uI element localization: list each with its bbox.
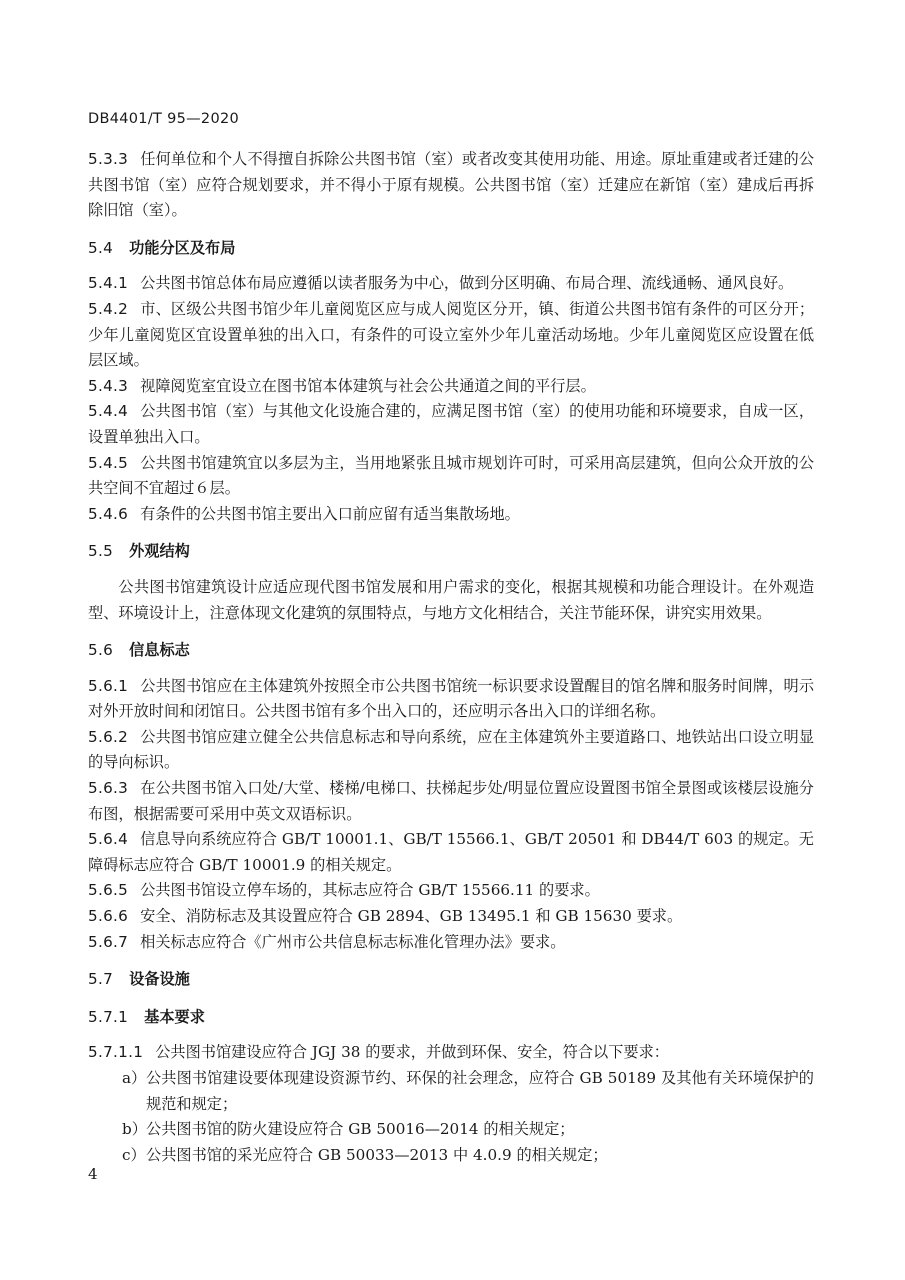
clause-number: 5.4.2: [88, 299, 129, 318]
clause-5-6-4: [88, 827, 814, 878]
section-number: 5.7: [88, 970, 114, 989]
document-body: [88, 147, 814, 1168]
section-title: 信息标志: [129, 641, 190, 660]
clause-number: 5.4.3: [88, 376, 129, 395]
section-title: 功能分区及布局: [129, 238, 236, 257]
clause-number: 5.6.6: [88, 907, 129, 926]
clause-number: 5.7.1.1: [88, 1043, 144, 1062]
clause-5-6-3: [88, 776, 814, 827]
clause-number: 5.6.7: [88, 932, 129, 951]
clause-text: 公共图书馆总体布局应遵循以读者服务为中心，做到分区明确、布局合理、流线通畅、通风良好。: [140, 274, 794, 293]
list-marker: a）: [122, 1069, 147, 1087]
clause-5-3-3: [88, 147, 814, 224]
list-item-c: [88, 1143, 814, 1169]
clause-text: 有条件的公共图书馆主要出入口前应留有适当集散场地。: [140, 504, 520, 523]
clause-5-6-5: [88, 878, 814, 904]
clause-text: 公共图书馆应在主体建筑外按照全市公共图书馆统一标识要求设置醒目的馆名牌和服务时间牌，明示对外开放时间和闭馆日。公共图书馆有多个出入口的，还应明示各出入口的详细名称。: [88, 676, 814, 721]
clause-5-4-4: [88, 399, 814, 450]
clause-5-6-1: [88, 674, 814, 725]
clause-number: 5.6.5: [88, 881, 129, 900]
section-heading-5-7: [88, 967, 814, 993]
clause-5-4-6: [88, 502, 814, 528]
document-code-header: DB4401/T 95—2020: [88, 111, 240, 127]
clause-number: 5.6.1: [88, 676, 129, 695]
clause-text: 公共图书馆（室）与其他文化设施合建的，应满足图书馆（室）的使用功能和环境要求，自成一区，设置单独出入口。: [88, 402, 814, 446]
section-heading-5-7-1: [88, 1005, 814, 1031]
clause-5-4-3: [88, 374, 814, 400]
section-number: 5.7.1: [88, 1007, 129, 1026]
clause-5-4-2: [88, 297, 814, 374]
clause-5-7-1-1: [88, 1040, 814, 1066]
list-item-a: [88, 1066, 814, 1117]
section-title: 设备设施: [129, 970, 190, 989]
clause-text: 公共图书馆建筑宜以多层为主，当用地紧张且城市规划许可时，可采用高层建筑，但向公众开放的公共空间不宜超过６层。: [88, 453, 814, 498]
section-title: 外观结构: [129, 542, 190, 561]
clause-number: 5.3.3: [88, 150, 129, 168]
clause-5-4-1: [88, 271, 814, 297]
section-number: 5.5: [88, 542, 114, 561]
clause-text: 视障阅览室宜设立在图书馆本体建筑与社会公共通道之间的平行层。: [140, 376, 596, 395]
clause-number: 5.6.4: [88, 830, 129, 849]
clause-5-6-2: [88, 725, 814, 776]
clause-text: 信息导向系统应符合 GB/T 10001.1、GB/T 15566.1、GB/T 20501 和 DB44/T 603 的规定。无障碍标志应符合 GB/T 10001.9 的相关规定。: [88, 830, 814, 874]
clause-text: 公共图书馆设立停车场的，其标志应符合 GB/T 15566.11 的要求。: [140, 881, 600, 900]
page-number: 4: [88, 1165, 98, 1183]
section-number: 5.6: [88, 641, 114, 660]
clause-text: 公共图书馆建设应符合 JGJ 38 的要求，并做到环保、安全，符合以下要求：: [155, 1043, 669, 1062]
clause-number: 5.6.2: [88, 727, 129, 746]
list-item-text: 公共图书馆的采光应符合 GB 50033—2013 中 4.0.9 的相关规定；: [146, 1145, 608, 1164]
clause-number: 5.4.1: [88, 274, 129, 293]
list-item-b: [88, 1117, 814, 1143]
clause-text: 任何单位和个人不得擅自拆除公共图书馆（室）或者改变其使用功能、用途。原址重建或者迁建的公共图书馆（室）应符合规划要求，并不得小于原有规模。公共图书馆（室）迁建应在新馆（室）建成后再拆除旧馆（室）。: [88, 150, 814, 220]
section-heading-5-6: [88, 638, 814, 664]
clause-text: 公共图书馆应建立健全公共信息标志和导向系统，应在主体建筑外主要道路口、地铁站出口设立明显的导向标识。: [88, 727, 814, 772]
list-marker: c）: [122, 1145, 146, 1164]
section-heading-5-4: [88, 236, 814, 262]
clause-number: 5.4.4: [88, 402, 129, 421]
clause-number: 5.4.5: [88, 453, 129, 472]
clause-5-4-5: [88, 451, 814, 502]
clause-text: 市、区级公共图书馆少年儿童阅览区应与成人阅览区分开，镇、街道公共图书馆有条件的可区分开；少年儿童阅览区宜设置单独的出入口，有条件的可设立室外少年儿童活动场地。少年儿童阅览区应设置在低层区域。: [88, 299, 814, 370]
list-marker: b）: [122, 1120, 147, 1139]
clause-text: 相关标志应符合《广州市公共信息标志标准化管理办法》要求。: [140, 932, 566, 951]
clause-number: 5.4.6: [88, 504, 129, 523]
clause-text: 安全、消防标志及其设置应符合 GB 2894、GB 13495.1 和 GB 15630 要求。: [140, 907, 683, 926]
paragraph-5-5: 公共图书馆建筑设计应适应现代图书馆发展和用户需求的变化，根据其规模和功能合理设计。在外观造型、环境设计上，注意体现文化建筑的氛围特点，与地方文化相结合，关注节能环保，讲究实用效果。: [88, 577, 814, 622]
clause-5-6-7: [88, 930, 814, 956]
clause-5-6-6: [88, 904, 814, 930]
section-number: 5.4: [88, 238, 114, 257]
list-item-text: 公共图书馆的防火建设应符合 GB 50016—2014 的相关规定；: [146, 1120, 575, 1139]
list-item-text: 公共图书馆建设要体现建设资源节约、环保的社会理念，应符合 GB 50189 及其他有关环境保护的规范和规定；: [146, 1069, 814, 1113]
section-heading-5-5: [88, 539, 814, 565]
clause-number: 5.6.3: [88, 779, 129, 798]
clause-text: 在公共图书馆入口处/大堂、楼梯/电梯口、扶梯起步处/明显位置应设置图书馆全景图或该楼层设施分布图，根据需要可采用中英文双语标识。: [88, 779, 814, 823]
section-title: 基本要求: [144, 1007, 205, 1026]
